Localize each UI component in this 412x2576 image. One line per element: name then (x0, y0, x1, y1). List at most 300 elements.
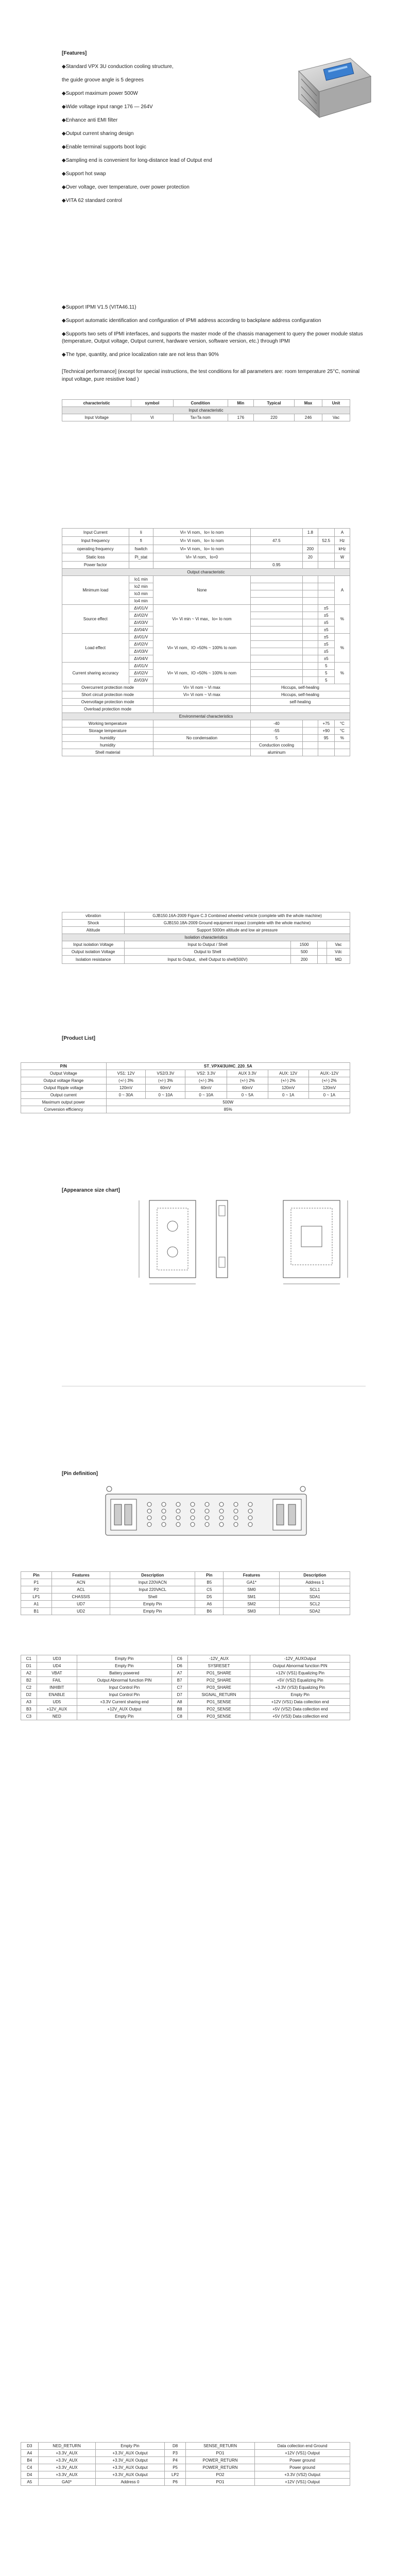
spec-sub-label: Io3 min (129, 590, 153, 598)
table-row (62, 553, 350, 562)
pin-cell: PO2_SENSE (187, 1706, 250, 1713)
table-row (62, 920, 350, 927)
spec-cell (318, 948, 327, 956)
table-row (62, 529, 350, 537)
pin-cell: +3.3V_AUX Output (95, 2457, 165, 2464)
pin-cell: B1 (21, 1608, 52, 1615)
product-cell: 60mV (227, 1084, 268, 1092)
pin-cell: SM1 (224, 1594, 280, 1601)
pin-cell: +3.3V_AUX (38, 2457, 95, 2464)
spec-cell: Vi= Vi nom、Io= Io nom (153, 545, 251, 553)
spec-cell (250, 583, 302, 590)
pin-row (21, 2443, 350, 2450)
pin-cell: B7 (171, 1677, 187, 1684)
feature-item: ◆Sampling end is convenient for long-distance lead of Output end (62, 158, 212, 163)
spec-cell: 1.8 (303, 529, 318, 537)
pin-cell: B8 (171, 1706, 187, 1713)
spec-value: ±5 (318, 619, 334, 626)
product-cell: (+/-) 3% (106, 1077, 146, 1084)
pin-cell: Empty Pin (110, 1601, 195, 1608)
spec-value: 200 (290, 956, 318, 964)
table-row (62, 706, 350, 713)
spec-cell: Vac (322, 414, 350, 421)
spec-group-row (62, 407, 350, 414)
product-cell: AUX:-12V (308, 1070, 350, 1077)
spec-cell (318, 553, 334, 562)
connector-pin-icon (147, 1522, 151, 1527)
table-row (62, 927, 350, 934)
spec-cell: W (334, 553, 350, 562)
pin-cell: +12V (VS1) Equalizing Pin (250, 1670, 350, 1677)
pin-cell: P2 (21, 1586, 52, 1594)
spec-cell (250, 641, 302, 648)
spec-condition: Vi= Vi nom、IO =50% ~ 100% Io nom (153, 634, 251, 663)
product-cell: 0 ~ 5A (227, 1092, 268, 1099)
spec-cell (303, 742, 318, 749)
spec-row-label: vibration (62, 912, 125, 920)
product-cell: 60mV (185, 1084, 227, 1092)
spec-cell: Static loss (62, 553, 129, 562)
connector-pin-icon (205, 1502, 209, 1506)
spec-sub-label: ΔV03/V (129, 677, 153, 684)
spec-cell: Input Current (62, 529, 129, 537)
spec-cell (303, 720, 318, 727)
pin-header-cell: Description (280, 1572, 350, 1579)
feature-item: ◆Output current sharing design (62, 131, 134, 137)
spec-cell: Ta=Ta nom (173, 414, 228, 421)
spec-cell: kHz (334, 545, 350, 553)
connector-pin-icon (205, 1522, 209, 1527)
pin-header-cell: Features (224, 1572, 280, 1579)
pin-cell: LP1 (21, 1594, 52, 1601)
connector-pin-icon (234, 1509, 238, 1513)
pin-row (21, 2479, 350, 2486)
spec-cell: 52.5 (318, 537, 334, 545)
pin-cell: ACN (52, 1579, 110, 1586)
pin-cell: C7 (171, 1684, 187, 1691)
pin-cell: +3.3V (VS2) Output (255, 2471, 350, 2479)
product-cell: 120mV (106, 1084, 146, 1092)
product-cell: (+/-) 2% (308, 1077, 350, 1084)
spec-cell (318, 576, 334, 583)
product-cell: 60mV (146, 1084, 185, 1092)
pin-cell: Input Control Pin (77, 1691, 171, 1699)
feature-item: ◆Enhance anti EMI filter (62, 117, 118, 123)
product-cell: (+/-) 2% (268, 1077, 308, 1084)
spec-cell: A (334, 529, 350, 537)
spec-header-cell: Condition (173, 400, 228, 407)
pin-row (21, 1655, 350, 1663)
spec-value: ±5 (318, 605, 334, 612)
spec-header-cell: characteristic (62, 400, 131, 407)
spec-row-label: Overcurrent protection mode (62, 684, 153, 691)
spec-row-label: Current sharing accuracy (62, 663, 129, 684)
pin-cell: UD4 (37, 1663, 77, 1670)
pin-cell: POWER_RETURN (185, 2457, 254, 2464)
pin-cell: +12V_AUX (37, 1706, 77, 1713)
spec-cell (334, 742, 350, 749)
pin-cell: C4 (21, 2464, 39, 2471)
spec-sub-label: ΔV04/V (129, 626, 153, 634)
product-cell: VS1: 12V (106, 1070, 146, 1077)
feature-item: ◆Over voltage, over temperature, over power protection (62, 184, 190, 190)
pin-row (21, 2464, 350, 2471)
pin-header-cell: Description (110, 1572, 195, 1579)
spec-cell: Input Voltage (62, 414, 131, 421)
spec-condition (153, 699, 251, 706)
pin-cell: +12V (VS1) Output (255, 2450, 350, 2457)
spec-cell (250, 626, 302, 634)
spec-sub-label: ΔV02/V (129, 612, 153, 619)
spec-value: self-healing (250, 699, 350, 706)
product-cell: VS2/3.3V (146, 1070, 185, 1077)
spec-group-row (62, 713, 350, 720)
spec-cell: % (334, 735, 350, 742)
pin-row (21, 1601, 350, 1608)
spec-cell: Power factor (62, 562, 129, 569)
pin-header-cell: Pin (195, 1572, 224, 1579)
spec-cell (250, 634, 302, 641)
spec-sub-label: ΔV02/V (129, 670, 153, 677)
spec-header-cell: Typical (253, 400, 294, 407)
pin-row (21, 1663, 350, 1670)
spec-cell (318, 598, 334, 605)
spec-cell (303, 590, 318, 598)
spec-cell: 220 (253, 414, 294, 421)
ipmi-item: ◆Support IPMI V1.5 (VITA46.11) (62, 304, 136, 310)
spec-sub-label: ΔV04/V (129, 655, 153, 663)
feature-item: ◆Standard VPX 3U conduction cooling structure, (62, 64, 174, 70)
product-pn-row (21, 1063, 350, 1070)
spec-cell (303, 663, 318, 670)
spec-group-row (62, 934, 350, 941)
table-row (21, 1070, 350, 1077)
pin-cell: A8 (171, 1699, 187, 1706)
spec-cell: +90 (318, 727, 334, 735)
pin-cell: PO2_SHARE (187, 1677, 250, 1684)
spec-group-label: Output characteristic (62, 569, 350, 576)
product-cell: AUX: 12V (268, 1070, 308, 1077)
product-row-label: Output Ripple voltage (21, 1084, 107, 1092)
spec-cell (153, 742, 251, 749)
max-power-label: Maximum output power (21, 1099, 107, 1106)
spec-cell (153, 727, 251, 735)
pin-cell: +3.3V Current sharing end (77, 1699, 171, 1706)
spec-condition: Vi= Vi nom、IO =50% ~ 100% Io nom (153, 663, 251, 684)
connector-pin-icon (147, 1516, 151, 1520)
pin-cell: D8 (165, 2443, 186, 2450)
connector-pin-icon (248, 1522, 252, 1527)
pin-row (21, 1586, 350, 1594)
connector-pin-icon (162, 1502, 166, 1506)
ipmi-item: ◆Support automatic identification and configuration of IPMI address according to backplane address configuration (62, 318, 321, 324)
spec-cell (303, 612, 318, 619)
table-row (21, 1106, 350, 1113)
spec-sub-label: ΔV03/V (129, 619, 153, 626)
product-cell: VS2: 3.3V (185, 1070, 227, 1077)
pin-cell: Empty Pin (110, 1608, 195, 1615)
connector-pin-icon (219, 1516, 224, 1520)
feature-item: ◆Support hot swap (62, 171, 106, 177)
spec-condition: Vi= Vi min ~ Vi max、Io= Io nom (153, 605, 251, 634)
spec-cell: Vi= Vi nom、Io= Io nom (153, 537, 251, 545)
pin-cell: +3.3V_AUX Output (95, 2450, 165, 2457)
spec-cell: 47.5 (250, 537, 302, 545)
pin-cell: P3 (165, 2450, 186, 2457)
pin-cell: Address 0 (95, 2479, 165, 2486)
pin-cell: C5 (195, 1586, 224, 1594)
pin-cell: -12V_AUXOutput (250, 1655, 350, 1663)
pin-header-row (21, 1572, 350, 1579)
spec-row-label: humidity (62, 742, 153, 749)
pin-cell: Empty Pin (77, 1713, 171, 1720)
spec-cell (250, 576, 302, 583)
pin-cell: C6 (171, 1655, 187, 1663)
features-label: [Features] (62, 50, 87, 56)
connector-pin-icon (248, 1516, 252, 1520)
spec-condition: Vi= Vi nom ~ Vi max (153, 684, 251, 691)
pin-cell: +3.3V_AUX Output (95, 2471, 165, 2479)
pin-cell: D3 (21, 2443, 39, 2450)
pin-cell: UD5 (37, 1699, 77, 1706)
spec-cell (303, 641, 318, 648)
pin-row (21, 1706, 350, 1713)
product-cell: 0 ~ 1A (308, 1092, 350, 1099)
spec-header-cell: Min (228, 400, 253, 407)
table-row (62, 749, 350, 756)
spec-row-label: Overvoltage protection mode (62, 699, 153, 706)
product-cell: (+/-) 3% (146, 1077, 185, 1084)
pin-row (21, 1670, 350, 1677)
product-row-label: Output Voltage (21, 1070, 107, 1077)
pin-cell: +3.3V_AUX (38, 2464, 95, 2471)
pin-cell: SCL1 (280, 1586, 350, 1594)
connector-pin-icon (248, 1502, 252, 1506)
pin-cell: LP2 (165, 2471, 186, 2479)
spec-cell: 20 (303, 553, 318, 562)
spec-cell: fswitch (129, 545, 153, 553)
pin-cell: P6 (165, 2479, 186, 2486)
pin-cell: PO1_SHARE (187, 1670, 250, 1677)
pin-cell: A4 (21, 2450, 39, 2457)
spec-sub-label: Io2 min (129, 583, 153, 590)
spec-row-label: Overload protection mode (62, 706, 153, 713)
spec-condition: Input to Output / Shell (125, 941, 291, 948)
spec-cell: Vi (131, 414, 173, 421)
product-cell: 0 ~ 10A (185, 1092, 227, 1099)
pin-cell: +3.3V_AUX Output (95, 2464, 165, 2471)
pin-cell: SENSE_RETURN (185, 2443, 254, 2450)
spec-cell: Hz (334, 537, 350, 545)
spec-unit: A (334, 576, 350, 605)
spec-value: ±5 (318, 612, 334, 619)
product-cell: 120mV (268, 1084, 308, 1092)
spec-cell: No condensation (153, 735, 251, 742)
spec-cell (318, 529, 334, 537)
spec-cell (303, 562, 318, 569)
spec-row-label: Shock (62, 920, 125, 927)
spec-cell (303, 670, 318, 677)
spec-cell (250, 553, 302, 562)
spec-cell: fi (129, 537, 153, 545)
spec-value: Support 5000m altitude and low air pressure (125, 927, 350, 934)
spec-header-cell: Unit (322, 400, 350, 407)
spec-value: GJB150.18A-2009 Ground equipment impact (complete with the whole machine) (125, 920, 350, 927)
pin-cell: B3 (21, 1706, 37, 1713)
pin-cell: NED_RETURN (38, 2443, 95, 2450)
spec-cell (303, 583, 318, 590)
spec-value: 5 (318, 663, 334, 670)
product-cell: 0 ~ 1A (268, 1092, 308, 1099)
spec-cell (250, 619, 302, 626)
spec-cell (318, 956, 327, 964)
spec-cell (318, 590, 334, 598)
pin-row (21, 1699, 350, 1706)
pin-cell: P1 (21, 1579, 52, 1586)
efficiency-value: 85% (106, 1106, 350, 1113)
spec-cell: °C (334, 720, 350, 727)
feature-item: ◆Support maximum power 500W (62, 91, 138, 96)
spec-row-label: Storage temperature (62, 727, 153, 735)
spec-sub-label: ΔV03/V (129, 648, 153, 655)
pin-cell: C2 (21, 1684, 37, 1691)
connector-pin-icon (191, 1509, 195, 1513)
spec-condition (153, 706, 251, 713)
pin-cell: SCL2 (280, 1601, 350, 1608)
spec-cell (153, 562, 251, 569)
spec-cell (318, 545, 334, 553)
spec-value: Hiccups, self-healing (250, 691, 350, 699)
spec-cell (318, 583, 334, 590)
connector-pin-icon (248, 1509, 252, 1513)
pn-value: ST_VPX4/3U/HC_220_5A (106, 1063, 350, 1070)
spec-cell (318, 941, 327, 948)
table-row (62, 956, 350, 964)
pin-cell: Power ground (255, 2457, 350, 2464)
spec-value: GJB150.16A-2009 Figure C.3 Combined wheeled vehicle (complete with the whole machine) (125, 912, 350, 920)
product-cell: (+/-) 3% (185, 1077, 227, 1084)
pin-cell: Empty Pin (77, 1655, 171, 1663)
pin-cell: NED (37, 1713, 77, 1720)
spec-cell: -55 (250, 727, 302, 735)
table-row (21, 1099, 350, 1106)
spec-cell (250, 648, 302, 655)
connector-pin-icon (234, 1516, 238, 1520)
spec-unit: % (334, 605, 350, 634)
pn-label: P/N (21, 1063, 107, 1070)
spec-cell (303, 735, 318, 742)
pin-cell: +3.3V_AUX (38, 2471, 95, 2479)
pin-cell: PO1_SENSE (187, 1699, 250, 1706)
spec-cell (303, 655, 318, 663)
efficiency-label: Conversion efficiency (21, 1106, 107, 1113)
spec-cell (303, 648, 318, 655)
pin-header-cell: Features (52, 1572, 110, 1579)
pin-cell: Empty Pin (77, 1663, 171, 1670)
pin-row (21, 1608, 350, 1615)
table-row (21, 1092, 350, 1099)
spec-condition: None (153, 576, 251, 605)
spec-cell (250, 670, 302, 677)
feature-item: ◆VITA 62 standard control (62, 198, 123, 204)
pin-cell: D4 (21, 2471, 39, 2479)
spec-sub-label: ΔV01/V (129, 663, 153, 670)
pin-cell: D1 (21, 1663, 37, 1670)
connector-pin-icon (205, 1516, 209, 1520)
spec-cell (303, 749, 318, 756)
pin-cell: A5 (21, 2479, 39, 2486)
connector-pin-icon (191, 1502, 195, 1506)
pin-cell: Power ground (255, 2464, 350, 2471)
spec-sub-label: ΔV02/V (129, 641, 153, 648)
pin-cell: ACL (52, 1586, 110, 1594)
spec-value: 5 (318, 670, 334, 677)
spec-sub-label: Io4 min (129, 598, 153, 605)
connector-pin-icon (219, 1502, 224, 1506)
connector-pin-icon (176, 1502, 180, 1506)
pin-cell: D7 (171, 1691, 187, 1699)
product-row-label: Output voltage Range (21, 1077, 107, 1084)
pin-cell: Shell (110, 1594, 195, 1601)
pin-cell: C1 (21, 1655, 37, 1663)
spec-value: 5 (318, 677, 334, 684)
spec-condition: Output to Shell (125, 948, 291, 956)
spec-cell (153, 720, 251, 727)
pin-cell: UD3 (37, 1655, 77, 1663)
pin-cell: Output Abnormal function PIN (250, 1663, 350, 1670)
connector-pin-icon (176, 1522, 180, 1527)
spec-row-label: Altitude (62, 927, 125, 934)
pin-cell: A7 (171, 1670, 187, 1677)
pin-label: [Pin definition] (62, 1471, 98, 1477)
table-row (21, 1084, 350, 1092)
spec-cell (250, 677, 302, 684)
spec-unit: Vdc (327, 948, 350, 956)
table-row (62, 720, 350, 727)
connector-pin-icon (219, 1522, 224, 1527)
pin-cell: D6 (171, 1663, 187, 1670)
spec-cell: Vi= Vi nom、Io=0 (153, 553, 251, 562)
pin-cell: C8 (171, 1713, 187, 1720)
spec-value: ±5 (318, 626, 334, 634)
pin-row (21, 1684, 350, 1691)
pin-cell: Battery powered (77, 1670, 171, 1677)
pin-cell: +12V_AUX Output (77, 1706, 171, 1713)
pin-cell: +3.3V (VS3) Equalizing Pin (250, 1684, 350, 1691)
pin-cell: PO3_SHARE (187, 1684, 250, 1691)
spec-value: Hiccups, self-healing (250, 684, 350, 691)
table-row (62, 545, 350, 553)
pin-cell: UD7 (52, 1601, 110, 1608)
pin-cell: -12V_AUX (187, 1655, 250, 1663)
pin-row (21, 1691, 350, 1699)
spec-row-label: Short circuit protection mode (62, 691, 153, 699)
ipmi-list (62, 304, 366, 359)
pin-cell: P4 (165, 2457, 186, 2464)
pin-cell: PO3_SENSE (187, 1713, 250, 1720)
pin-row (21, 1677, 350, 1684)
spec-cell: 0.95 (250, 562, 302, 569)
pin-cell: PO2 (185, 2471, 254, 2479)
spec-cell (250, 598, 302, 605)
spec-cell: Input frequency (62, 537, 129, 545)
pin-cell: Address 1 (280, 1579, 350, 1586)
spec-row-label: Output isolation Voltage (62, 948, 125, 956)
pin-row (21, 1594, 350, 1601)
spec-header-row (62, 400, 350, 407)
spec-condition: Input to Output、shell Output to shell(500V) (125, 956, 291, 964)
ipmi-item: ◆Supports two sets of IPMI interfaces, and supports the master mode of the chassis management to query the power module status (temperature, Output voltage, Output current, hardware version, software version, etc.) through IPMI (62, 331, 363, 344)
